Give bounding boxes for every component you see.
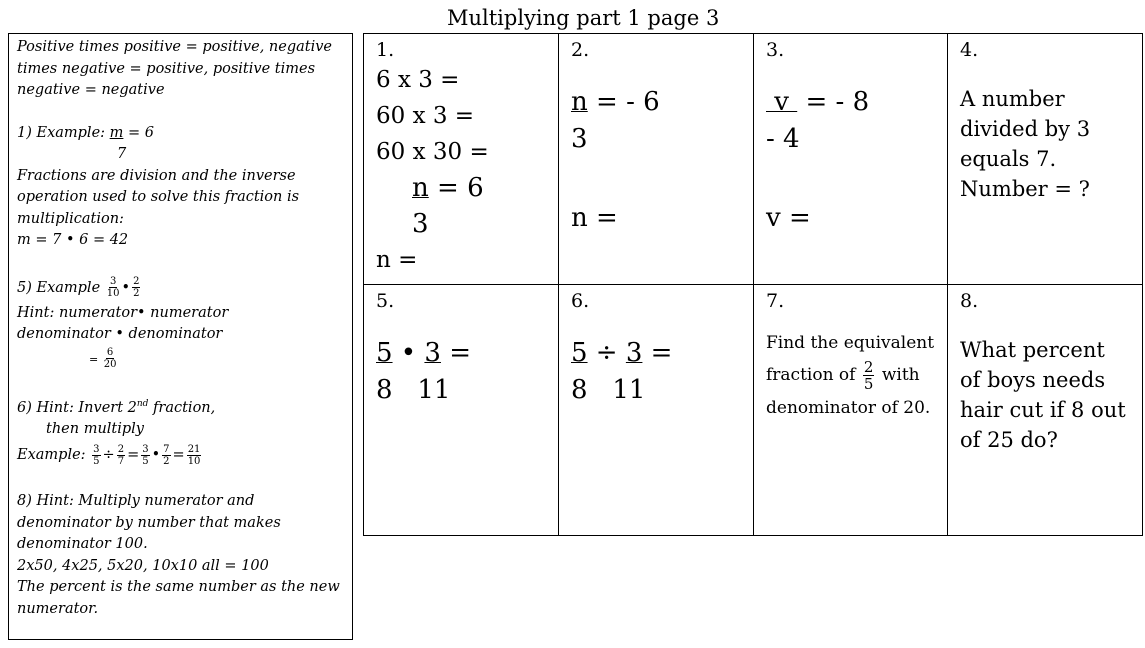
fraction: $\frac{3}{5}$ (93, 443, 100, 467)
example-8-pairs: 2x50, 4x25, 5x20, 10x10 all = 100 (17, 557, 269, 574)
fraction: $\frac{3}{10}$ (106, 276, 120, 299)
problem-4: 4. A number divided by 3 equals 7. Number = ? (948, 34, 1143, 285)
problem-1-line-4: n = 6 (412, 173, 484, 203)
example-5-hint-2: denominator • denominator (17, 326, 223, 342)
page-title: Multiplying part 1 page 3 (447, 6, 720, 30)
problem-1-answer: n = (376, 247, 418, 273)
problem-3-equation: v = - 8 (766, 87, 870, 117)
problem-7-line-1: Find the equivalent (766, 333, 935, 353)
example-8-end: The percent is the same number as the new numerator. (17, 579, 340, 617)
problem-3-denominator: - 4 (766, 124, 800, 154)
problem-2-denominator: 3 (571, 124, 588, 154)
problem-3: 3. v = - 8 - 4 v = (754, 34, 948, 285)
example-1-text: Fractions are division and the inverse operation used to solve this fraction is multiplication: (17, 167, 300, 227)
example-6: 6) Hint: Invert 2nd fraction, (17, 398, 216, 416)
sign-rule: Positive times positive = positive, negative times negative = positive, positive times negative = negative (17, 39, 332, 98)
example-6-line-2: then multiply (46, 420, 144, 437)
problem-1-line-3: 60 x 30 = (376, 139, 489, 165)
problem-8-text: What percent of boys needs hair cut if 8 out of 25 do? (960, 338, 1126, 452)
problem-6: 6. 5 ÷ 3 = 8 11 (559, 285, 754, 536)
problem-5-numerators: 5 • 3 = (376, 338, 472, 368)
hints-panel (8, 33, 353, 640)
fraction: $\frac{7}{2}$ (163, 443, 170, 467)
problem-1-line-5: 3 (412, 209, 429, 239)
problem-7-line-2: fraction of $\frac{2}{5}$ with (766, 358, 920, 393)
problem-1-line-2: 60 x 3 = (376, 103, 475, 129)
example-5: 5) Example $\frac{3}{10}$ • $\frac{2}{2}$ (17, 276, 140, 299)
problem-2: 2. n = - 6 3 n = (559, 34, 754, 285)
example-6-example: Example: $\frac{3}{5}$ ÷ $\frac{2}{7}$ = $\frac{3}{5}$ • $\frac{7}{2}$ = $\frac{21}{10}$ (17, 443, 201, 467)
example-1-answer: m = 7 • 6 = 42 (17, 232, 129, 248)
example-1-denominator: 7 (117, 146, 127, 162)
problem-3-answer: v = (766, 203, 811, 233)
example-1: 1) Example: m = 6 (17, 124, 154, 141)
fraction: $\frac{21}{10}$ (187, 443, 201, 467)
problem-1-line-1: 6 x 3 = (376, 67, 460, 93)
fraction: $\frac{2}{5}$ (863, 358, 874, 393)
problem-8: 8. What percent of boys needs hair cut if 8 out of 25 do? (948, 285, 1143, 536)
example-5-result: = $\frac{6}{20}$ (89, 347, 117, 370)
fraction: $\frac{2}{2}$ (133, 276, 140, 299)
example-8: 8) Hint: Multiply numerator and denominator by number that makes denominator 100. (17, 493, 281, 553)
fraction: $\frac{3}{5}$ (142, 443, 149, 467)
problem-6-numerators: 5 ÷ 3 = (571, 338, 673, 368)
problem-5-denominators: 8 11 (376, 375, 451, 405)
problem-1: 1. 6 x 3 = 60 x 3 = 60 x 30 = n = 6 3 n = (364, 34, 559, 285)
example-5-hint-1: Hint: numerator• numerator (17, 304, 229, 321)
fraction: $\frac{2}{7}$ (117, 443, 125, 467)
problem-7: 7. Find the equivalent fraction of $\frac{2}{5}$ with denominator of 20. (754, 285, 948, 536)
problem-grid (363, 33, 1143, 536)
problem-6-denominators: 8 11 (571, 375, 646, 405)
fraction: $\frac{6}{20}$ (103, 347, 117, 370)
problem-7-line-3: denominator of 20. (766, 398, 931, 418)
problem-2-equation: n = - 6 (571, 87, 660, 117)
problem-4-text: A number divided by 3 equals 7. Number = ? (960, 87, 1091, 201)
problem-5: 5. 5 • 3 = 8 11 (364, 285, 559, 536)
problem-2-answer: n = (571, 203, 618, 233)
